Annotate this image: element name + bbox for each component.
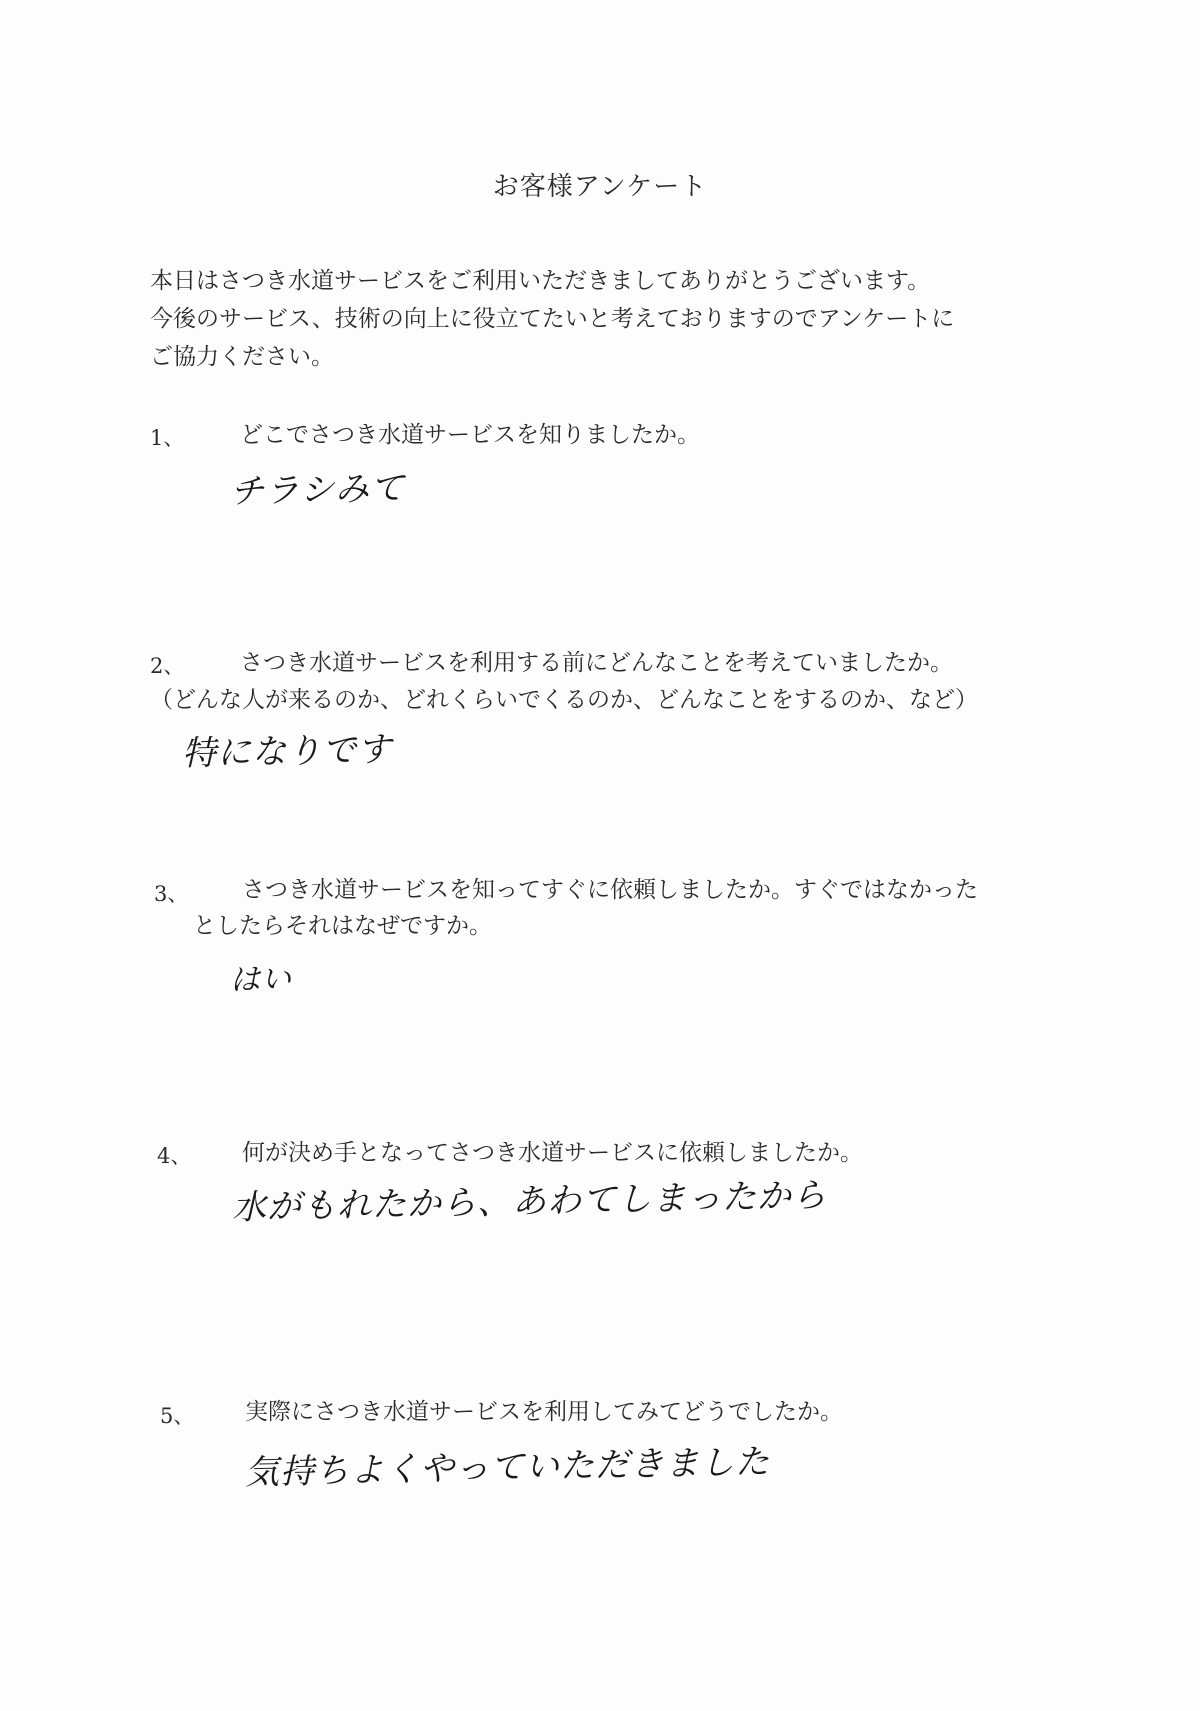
question-number: 3、 <box>154 882 189 906</box>
question-number: 4、 <box>157 1144 192 1168</box>
handwritten-answer: 特になりです <box>181 729 393 774</box>
question-text: さつき水道サービスを利用する前にどんなことを考えていましたか。 <box>240 650 953 676</box>
question-text: どこでさつき水道サービスを知りましたか。 <box>240 422 700 448</box>
handwritten-answer: はい <box>229 961 293 998</box>
handwritten-answer: 気持ちよくやっていただきました <box>244 1442 771 1493</box>
question-text: 何が決め手となってさつき水道サービスに依頼しましたか。 <box>242 1140 863 1166</box>
intro-line: ご協力ください。 <box>150 344 334 370</box>
question-number: 5、 <box>160 1404 195 1428</box>
question-text: さつき水道サービスを知ってすぐに依頼しましたか。すぐではなかった <box>242 877 978 903</box>
page-title: お客様アンケート <box>492 172 708 202</box>
question-number: 2、 <box>150 654 185 678</box>
intro-paragraph <box>150 262 1050 376</box>
handwritten-answer: 水がもれたから、あわてしまったから <box>231 1175 828 1228</box>
handwritten-answer: チラシみて <box>229 468 406 512</box>
question-number: 1、 <box>150 426 185 450</box>
intro-line: 今後のサービス、技術の向上に役立てたいと考えておりますのでアンケートに <box>150 306 955 332</box>
question-subtext: としたらそれはなぜですか。 <box>193 913 492 939</box>
question-subtext: （どんな人が来るのか、どれくらいでくるのか、どんなことをするのか、など） <box>150 687 978 713</box>
question-text: 実際にさつき水道サービスを利用してみてどうでしたか。 <box>245 1399 843 1425</box>
intro-line: 本日はさつき水道サービスをご利用いただきましてありがとうございます。 <box>150 268 931 294</box>
